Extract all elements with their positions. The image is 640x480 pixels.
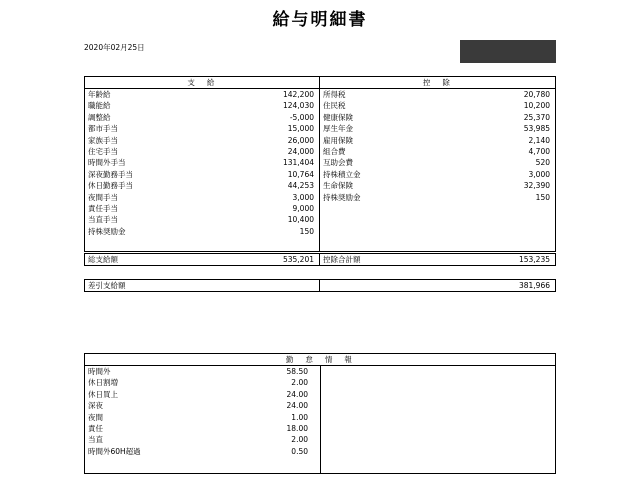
attendance-value: 18.00	[286, 423, 308, 433]
payment-label: 休日勤務手当	[88, 181, 133, 191]
deduction-row	[320, 135, 555, 146]
payment-row	[85, 146, 319, 157]
deduction-row	[320, 192, 555, 203]
payment-label: 時間外手当	[88, 158, 126, 168]
deductions-total	[319, 253, 556, 266]
attendance-label: 当直	[88, 435, 103, 445]
deduction-row	[320, 146, 555, 157]
deduction-value: 4,700	[528, 146, 550, 156]
payment-label: 深夜勤務手当	[88, 169, 133, 179]
payment-label: 住宅手当	[88, 146, 118, 156]
deduction-label: 互助会費	[323, 158, 353, 168]
deduction-value: 32,390	[523, 181, 550, 191]
deduction-value: 10,200	[523, 101, 550, 111]
payment-value: 10,764	[287, 169, 314, 179]
payment-value: 24,000	[287, 146, 314, 156]
payment-row	[85, 192, 319, 203]
deduction-value: 20,780	[523, 90, 550, 99]
payment-label: 責任手当	[88, 203, 118, 213]
payment-value: -5,000	[289, 112, 314, 122]
payment-value: 44,253	[287, 181, 314, 191]
attendance-row	[85, 389, 320, 400]
payment-value: 26,000	[287, 135, 314, 145]
attendance-table	[84, 353, 556, 474]
attendance-header: 勤 怠 情 報	[85, 354, 555, 366]
page-title: 給与明細書	[272, 10, 368, 30]
deduction-row	[320, 180, 555, 191]
deduction-row	[320, 157, 555, 168]
payment-value: 10,400	[287, 215, 314, 225]
deduction-row	[320, 89, 555, 100]
deductions-total-label: 控除合計額	[323, 255, 361, 264]
payment-value: 3,000	[292, 192, 314, 202]
deduction-label: 生命保険	[323, 181, 353, 191]
deduction-value: 2,140	[528, 135, 550, 145]
attendance-divider	[320, 366, 321, 473]
deductions-header: 控 除	[320, 77, 555, 89]
payment-row	[85, 169, 319, 180]
payments-rows	[85, 89, 319, 237]
attendance-row	[85, 366, 320, 377]
payments-table	[84, 76, 320, 252]
attendance-value: 58.50	[286, 367, 308, 376]
payment-label: 年齢給	[88, 90, 111, 99]
payment-row	[85, 214, 319, 225]
deduction-label: 持株積立金	[323, 169, 361, 179]
payments-total	[84, 253, 320, 266]
payment-label: 職能給	[88, 101, 111, 111]
payment-label: 調整給	[88, 112, 111, 122]
payment-value: 124,030	[282, 101, 314, 111]
attendance-value: 2.00	[291, 378, 308, 388]
deduction-label: 厚生年金	[323, 124, 353, 134]
deduction-row	[320, 169, 555, 180]
deduction-label: 健康保険	[323, 112, 353, 122]
attendance-value: 2.00	[291, 435, 308, 445]
issue-date: 2020年02月25日	[84, 43, 145, 52]
attendance-row	[85, 412, 320, 423]
deduction-label: 所得税	[323, 90, 346, 99]
deduction-row	[320, 112, 555, 123]
payment-row	[85, 180, 319, 191]
attendance-rows	[85, 366, 320, 457]
attendance-row	[85, 434, 320, 445]
attendance-label: 休日割増	[88, 378, 118, 388]
deductions-table	[319, 76, 556, 252]
payment-row	[85, 203, 319, 214]
attendance-label: 夜間	[88, 412, 103, 422]
payment-row	[85, 123, 319, 134]
deduction-row	[320, 123, 555, 134]
net-pay-label: 差引支給額	[88, 281, 126, 290]
payment-row	[85, 135, 319, 146]
net-pay-value-box	[319, 279, 556, 292]
payment-value: 131,404	[282, 158, 314, 168]
payment-row	[85, 157, 319, 168]
attendance-label: 責任	[88, 423, 103, 433]
attendance-label: 深夜	[88, 401, 103, 411]
payment-label: 持株奨励金	[88, 226, 126, 236]
deduction-label: 住民税	[323, 101, 346, 111]
payment-row	[85, 100, 319, 111]
attendance-row	[85, 377, 320, 388]
deductions-total-value: 153,235	[518, 255, 550, 264]
attendance-label: 時間外60H超過	[88, 446, 141, 456]
payment-value: 150	[299, 226, 314, 236]
payment-label: 当直手当	[88, 215, 118, 225]
deductions-rows	[320, 89, 555, 203]
deduction-value: 520	[535, 158, 550, 168]
attendance-value: 1.00	[291, 412, 308, 422]
payment-value: 9,000	[292, 203, 314, 213]
deduction-value: 25,370	[523, 112, 550, 122]
payment-row	[85, 112, 319, 123]
deduction-value: 3,000	[528, 169, 550, 179]
attendance-label: 時間外	[88, 367, 111, 376]
payments-header: 支 給	[85, 77, 319, 89]
attendance-row	[85, 400, 320, 411]
net-pay-value: 381,966	[518, 281, 550, 290]
net-pay-label-box	[84, 279, 320, 292]
attendance-label: 休日買上	[88, 389, 118, 399]
attendance-value: 24.00	[286, 401, 308, 411]
payment-value: 142,200	[282, 90, 314, 99]
payment-value: 15,000	[287, 124, 314, 134]
redacted-name-block	[460, 40, 556, 63]
deduction-value: 53,985	[523, 124, 550, 134]
deduction-value: 150	[535, 192, 550, 202]
attendance-row	[85, 446, 320, 457]
attendance-value: 0.50	[291, 446, 308, 456]
attendance-value: 24.00	[286, 389, 308, 399]
deduction-label: 雇用保険	[323, 135, 353, 145]
payments-total-label: 総支給額	[88, 255, 118, 264]
deduction-label: 組合費	[323, 146, 346, 156]
deduction-label: 持株奨励金	[323, 192, 361, 202]
deduction-row	[320, 100, 555, 111]
payments-total-value: 535,201	[282, 255, 314, 264]
attendance-row	[85, 423, 320, 434]
payment-label: 夜間手当	[88, 192, 118, 202]
payment-row	[85, 89, 319, 100]
payment-label: 都市手当	[88, 124, 118, 134]
payment-row	[85, 226, 319, 237]
payment-label: 家族手当	[88, 135, 118, 145]
